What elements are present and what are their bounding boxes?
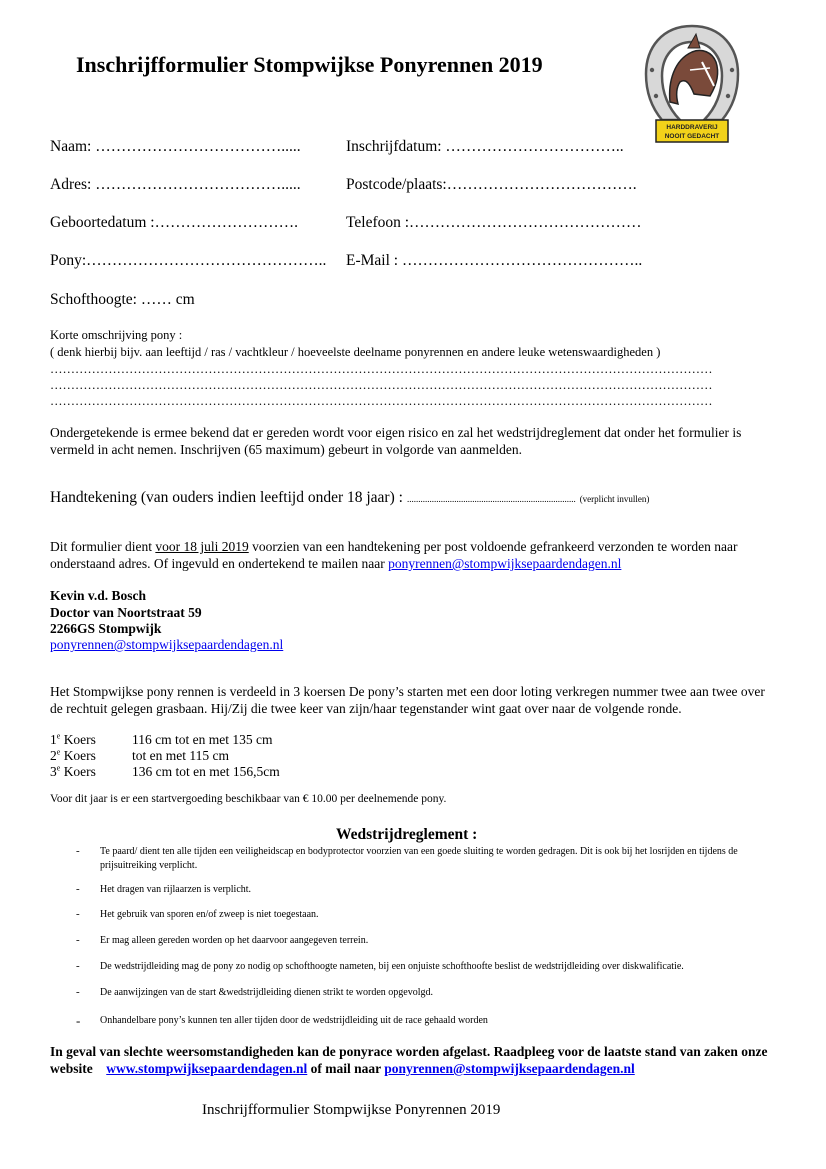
deadline-text xyxy=(50,538,770,572)
weather-email-link[interactable]: ponyrennen@stompwijksepaardendagen.nl xyxy=(384,1061,635,1076)
address-name: Kevin v.d. Bosch xyxy=(50,588,147,603)
page-title: Inschrijfformulier Stompwijkse Ponyrennen 2019 xyxy=(76,52,543,77)
postcode-field[interactable]: Postcode/plaats:………………………………. xyxy=(346,176,637,193)
pony-field[interactable]: Pony:……………………………………….. xyxy=(50,252,327,269)
weather-part2: of mail naar xyxy=(307,1061,385,1076)
rule-dash: - xyxy=(76,934,80,946)
weather-part1: In geval van slechte weersomstandigheden kan de ponyrace worden afgelast. Raadpleeg voor de laatste stand van zaken onze website xyxy=(50,1044,771,1076)
signature-note: (verplicht invullen) xyxy=(579,494,650,504)
disclaimer-text: Ondergetekende is ermee bekend dat er gereden wordt voor eigen risico en zal het wedstrijdreglement dat onder het formulier is vermeld in acht nemen. Inschrijven (65 maximum) gebeurt in volgorde van aanmelden. xyxy=(50,425,742,457)
footer-title: Inschrijfformulier Stompwijkse Ponyrennen 2019 xyxy=(202,1102,501,1118)
website-link[interactable]: www.stompwijksepaardendagen.nl xyxy=(106,1061,308,1076)
rule-item: De wedstrijdleiding mag de pony zo nodig op schofthoogte nameten, bij een onjuiste schofthoofte beslist de wedstrijdleiding over diskwalificatie. xyxy=(100,961,684,972)
deadline-date: voor 18 juli 2019 xyxy=(155,539,249,554)
signature-row[interactable] xyxy=(50,489,649,507)
rule-item: Het gebruik van sporen en/of zweep is niet toegestaan. xyxy=(100,909,319,920)
naam-field[interactable]: Naam: ………………………………..... xyxy=(50,138,301,155)
intro-text: Het Stompwijkse pony rennen is verdeeld in 3 koersen De pony’s starten met een door loting verkregen nummer twee aan twee over de rechtuit gelegen grasbaan. Hij/Zij die twee keer van zijn/haar tegenstander wint gaat over naar de volgende ronde. xyxy=(50,684,765,716)
inschrijfdatum-field[interactable]: Inschrijfdatum: …………………………….. xyxy=(346,138,624,155)
adres-field[interactable]: Adres: ………………………………..... xyxy=(50,176,301,193)
deadline-part1: Dit formulier dient xyxy=(50,539,156,554)
telefoon-field[interactable]: Telefoon :……………………………………… xyxy=(346,214,642,231)
rules-title: Wedstrijdreglement : xyxy=(336,826,478,843)
race-1: 1e Koers xyxy=(50,731,96,747)
rule-item: Onhandelbare pony’s kunnen ten aller tijden door de wedstrijdleiding uit de race gehaald worden xyxy=(100,1015,488,1026)
race-3: 3e Koers xyxy=(50,763,96,779)
address-street: Doctor van Noortstraat 59 xyxy=(50,605,202,620)
race-3-range: 136 cm tot en met 156,5cm xyxy=(132,764,280,779)
address-city: 2266GS Stompwijk xyxy=(50,621,162,636)
signature-dots[interactable]: ........................................................................... xyxy=(406,494,576,504)
description-line-2[interactable]: …………………………………………………………………………………………………………………………………………… xyxy=(50,378,713,392)
rule-item: De aanwijzingen van de start &wedstrijdleiding dienen strikt te worden opgevolgd. xyxy=(100,987,433,998)
race-2-range: tot en met 115 cm xyxy=(132,748,229,763)
race-1-range: 116 cm tot en met 135 cm xyxy=(132,732,273,747)
race-2: 2e Koers xyxy=(50,747,96,763)
weather-notice xyxy=(50,1043,770,1077)
description-line-3[interactable]: …………………………………………………………………………………………………………………………………………… xyxy=(50,394,713,408)
schofthoogte-field[interactable]: Schofthoogte: …… cm xyxy=(50,291,195,308)
logo-text-1: HARDDRAVERIJ xyxy=(666,124,718,131)
rule-dash: - xyxy=(76,845,80,857)
deadline-part2: voorzien van een handtekening per post voldoende gefrankeerd verzonden te worden naar onderstaand adres. Of ingevuld en ondertekend te mailen naar xyxy=(50,539,738,571)
rule-dash: - xyxy=(76,908,80,920)
address-email-link[interactable]: ponyrennen@stompwijksepaardendagen.nl xyxy=(50,637,284,652)
rule-item: Het dragen van rijlaarzen is verplicht. xyxy=(100,884,252,895)
description-line-1[interactable]: …………………………………………………………………………………………………………………………………………… xyxy=(50,362,713,376)
description-label: Korte omschrijving pony : xyxy=(50,328,183,342)
rule-dash: - xyxy=(76,1013,81,1028)
rule-dash: - xyxy=(76,986,80,998)
rule-dash: - xyxy=(76,960,80,972)
logo-text-2: NOOIT GEDACHT xyxy=(664,133,720,140)
deadline-email-link[interactable]: ponyrennen@stompwijksepaardendagen.nl xyxy=(388,556,622,571)
rule-dash: - xyxy=(76,883,80,895)
email-field[interactable]: E-Mail : ……………………………………….. xyxy=(346,252,643,269)
rule-item: Er mag alleen gereden worden op het daarvoor aangegeven terrein. xyxy=(100,935,369,946)
rule-item: Te paard/ dient ten alle tijden een veiligheidscap en bodyprotector voorzien van een goede sluiting te worden gedragen. Dit is ook bij het losrijden en tijdens de prijsuitreiking verplicht. xyxy=(100,846,738,871)
fee-text: Voor dit jaar is er een startvergoeding beschikbaar van € 10.00 per deelnemende pony. xyxy=(50,793,447,805)
horseshoe-logo xyxy=(640,22,744,146)
description-hint: ( denk hierbij bijv. aan leeftijd / ras / vachtkleur / hoeveelste deelname ponyrennen en andere leuke wetenswaardigheden ) xyxy=(50,345,661,359)
geboortedatum-field[interactable]: Geboortedatum :………………………. xyxy=(50,214,298,231)
signature-label: Handtekening (van ouders indien leeftijd onder 18 jaar) : xyxy=(50,489,403,506)
